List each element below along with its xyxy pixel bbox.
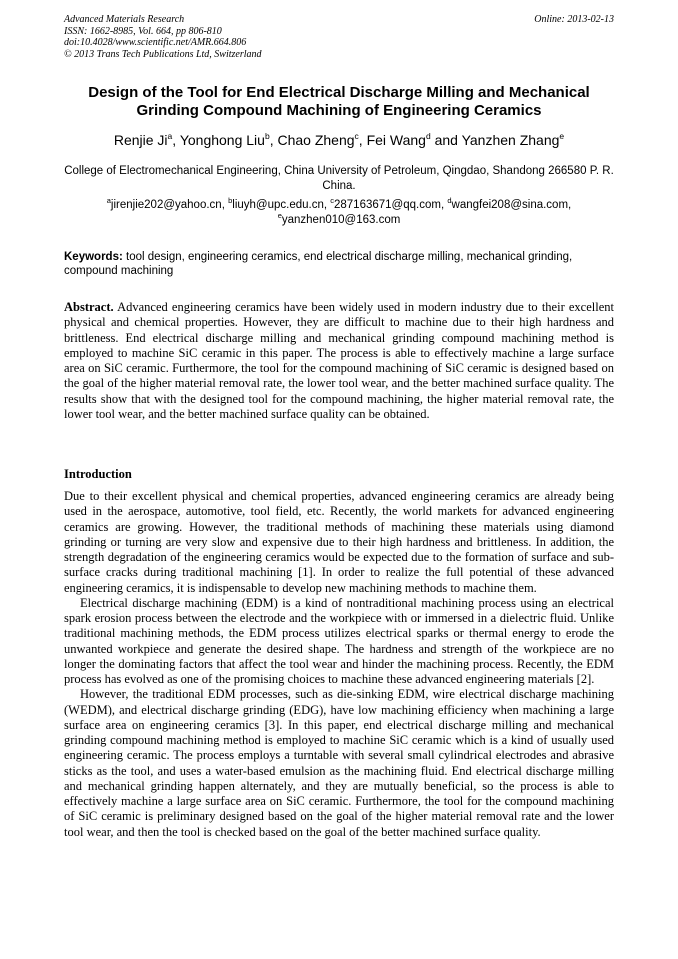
affiliation: College of Electromechanical Engineering, China University of Petroleum, Qingdao, Shandong 266580 P. R. China.: [64, 165, 614, 192]
email-mark: b: [228, 196, 233, 205]
email-address: jirenjie202@yahoo.cn: [110, 199, 222, 211]
keywords-text: tool design, engineering ceramics, end electrical discharge milling, mechanical grinding, compound machining: [64, 251, 573, 277]
abstract: [64, 300, 614, 422]
journal-name: Advanced Materials Research: [64, 14, 185, 25]
author-mark: a: [167, 131, 173, 141]
email-address: yanzhen010@163.com: [281, 213, 401, 226]
email-separator: ,: [221, 199, 229, 211]
paper-title: Design of the Tool for End Electrical Discharge Milling and Mechanical Grinding Compound Machining of Engineering Ceramics: [88, 84, 590, 119]
email-separator: ,: [323, 199, 331, 211]
email-separator: ,: [440, 199, 448, 211]
author-name: Yanzhen Zhang: [461, 132, 560, 148]
email-address: wangfei208@sina.com: [451, 199, 569, 211]
email-mark: c: [330, 196, 334, 205]
paragraph: Due to their excellent physical and chemical properties, advanced engineering ceramics are already being used in the aerospace, automotive, tool field, etc. Recently, the world markets for advanced engineering ceramics are growing. However, the traditional methods of machining these materials using diamond grinding or turning are very slow and expensive due to their high hardness and brittleness. In addition, the strength degradation of the engineering ceramics would be expected due to the formation of surface and sub-surface cracks during traditional machining [1]. In order to realize the full potential of these advanced engineering ceramics, it is indispensable to develop new machining methods to machine them.: [64, 489, 614, 595]
email-mark: d: [447, 196, 452, 205]
email-separator: ,: [568, 199, 572, 211]
email-address: liuyh@upc.edu.cn: [232, 199, 324, 211]
author-mark: c: [354, 131, 359, 141]
author-name: Yonghong Liu: [179, 132, 265, 148]
author-list: [40, 131, 638, 149]
author-name: Fei Wang: [366, 132, 426, 148]
email-mark: e: [277, 210, 282, 220]
journal-issn: ISSN: 1662-8985, Vol. 664, pp 806-810: [64, 25, 222, 37]
keywords-label: Keywords:: [64, 251, 123, 263]
author-separator: ,: [358, 132, 367, 148]
keywords: [64, 250, 614, 278]
online-date: Online: 2013-02-13: [534, 14, 614, 25]
introduction-body: [64, 489, 614, 840]
author-mark: d: [425, 131, 431, 141]
email-mark: a: [106, 196, 111, 205]
author-separator: ,: [269, 132, 278, 148]
section-heading-introduction: Introduction: [64, 467, 132, 481]
journal-header: [64, 14, 614, 60]
abstract-text: Advanced engineering ceramics have been widely used in modern industry due to their excellent physical and chemical properties. However, they are difficult to machine due to their high hardness and brittleness. End electrical discharge milling and mechanical grinding compound machining method is employed to machine SiC ceramic in this paper. The process is able to effectively machine a large surface area on SiC ceramic. Furthermore, the tool for the compound machining of SiC ceramic is designed based on the goal of the higher material removal rate, the lower tool wear, and the better machined surface quality. The results show that with the designed tool for the compound machining, the higher material removal rate, the lower tool wear, and the better machined surface quality can be obtained.: [64, 300, 614, 421]
email-list: [50, 198, 628, 227]
author-name: Renjie Ji: [113, 132, 168, 148]
author-name: Chao Zheng: [277, 132, 355, 148]
email-address: 287163671@qq.com: [334, 199, 441, 211]
paragraph: Electrical discharge machining (EDM) is a kind of nontraditional machining process using an electrical spark erosion process between the electrode and the workpiece with or immersed in a dielectric fluid. Unlike traditional machining methods, the EDM process utilizes electrical sparks or thermal energy to erode the unwanted workpiece and generate the desired shape. The hardness and strength of the workpiece are no longer the dominating factors that affect the tool wear and hinder the machining process. Recently, the EDM process has evolved as one of the promising choices to machine these advanced engineering materials [2].: [64, 595, 614, 686]
journal-copyright: © 2013 Trans Tech Publications Ltd, Switzerland: [64, 48, 262, 60]
author-mark: b: [264, 131, 270, 141]
author-separator: and: [430, 132, 462, 148]
author-mark: e: [559, 131, 565, 141]
paragraph: However, the traditional EDM processes, such as die-sinking EDM, wire electrical discharge machining (WEDM), and electrical discharge grinding (EDG), have low machining efficiency when machining a large surface area on engineering ceramics [3]. In this paper, end electrical discharge milling and mechanical grinding compound machining method is employed to machine SiC ceramic which is a kind of usually used engineering ceramic. The process employs a turntable with several small cylindrical electrodes and abrasive sticks as the tool, and uses a water-based emulsion as the machining fluid. End electrical discharge milling and mechanical grinding happen alternately, and they are mutually beneficial, so the process is able to effectively machine a large surface area on SiC ceramic. Furthermore, the tool for the compound machining of SiC ceramic is preliminary designed based on the goal of the higher material removal rate and the lower tool wear, and then the tool is checked based on the goal of the better machined surface quality.: [64, 687, 614, 839]
abstract-label: Abstract.: [64, 300, 114, 314]
author-separator: ,: [172, 132, 180, 148]
journal-doi: doi:10.4028/www.scientific.net/AMR.664.806: [64, 37, 247, 48]
